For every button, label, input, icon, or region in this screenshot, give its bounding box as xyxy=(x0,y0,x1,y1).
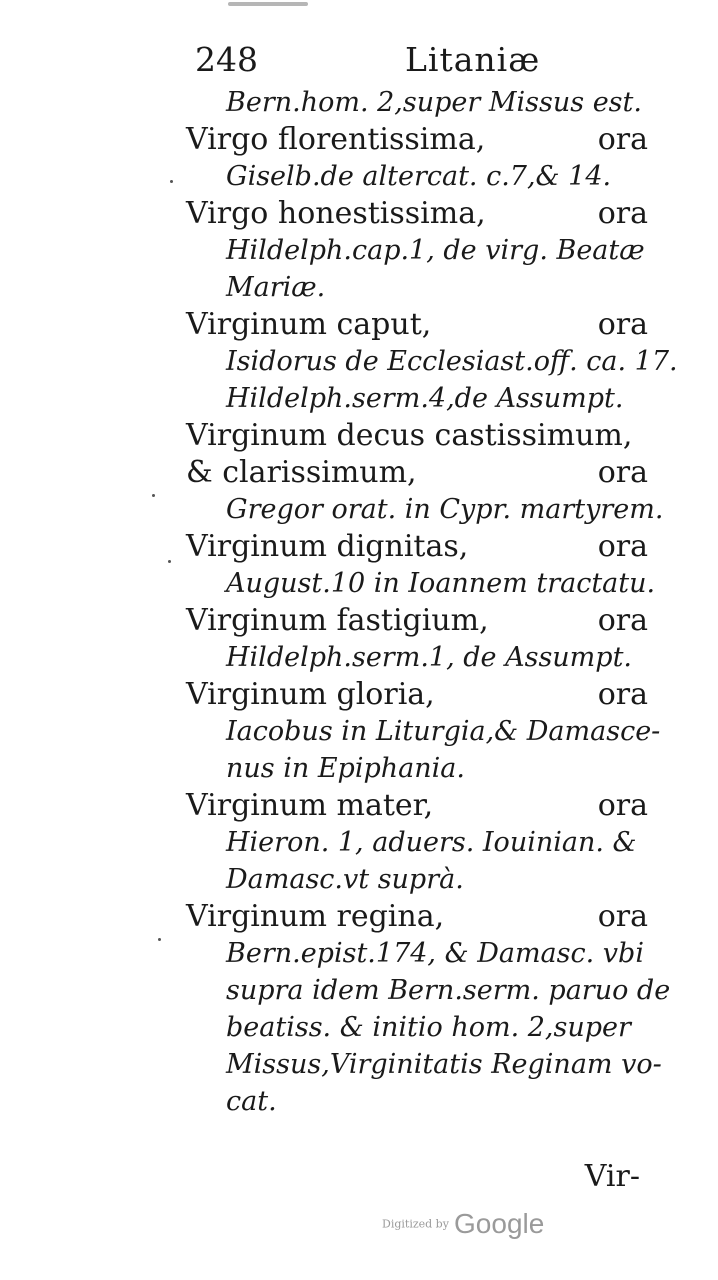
citation-text: Hildelph.serm.1, de Assumpt. xyxy=(226,642,633,673)
ora-response: ora xyxy=(597,899,648,934)
source-citation-line xyxy=(0,639,718,676)
invocation-text: Virginum decus castissimum, xyxy=(186,418,633,453)
source-citation-line xyxy=(0,380,718,417)
invocation-line xyxy=(0,306,718,343)
ora-response: ora xyxy=(597,529,648,564)
ora-response: ora xyxy=(597,677,648,712)
source-citation-line xyxy=(0,491,718,528)
invocation-text: Virginum mater, xyxy=(186,788,434,823)
citation-text: Gregor orat. in Cypr. martyrem. xyxy=(226,494,664,525)
invocation-text: Virginum gloria, xyxy=(186,677,435,712)
citation-text: Hieron. 1, aduers. Iouinian. & xyxy=(226,827,637,858)
invocation-line xyxy=(0,417,718,454)
invocation-text: Virginum regina, xyxy=(186,899,445,934)
running-title: Litaniæ xyxy=(405,40,541,79)
source-citation-line xyxy=(0,935,718,972)
source-citation-line xyxy=(0,343,718,380)
citation-text: Hildelph.serm.4,de Assumpt. xyxy=(226,383,624,414)
source-citation-line xyxy=(0,269,718,306)
citation-text: supra idem Bern.serm. paruo de xyxy=(226,975,671,1006)
ora-response: ora xyxy=(597,196,648,231)
ora-response: ora xyxy=(597,307,648,342)
ink-speck xyxy=(152,494,155,497)
ink-speck xyxy=(170,180,173,183)
invocation-line xyxy=(0,787,718,824)
citation-text: Iacobus in Liturgia,& Damasce- xyxy=(226,716,661,747)
ora-response: ora xyxy=(597,788,648,823)
invocation-text: Virgo florentissima, xyxy=(186,122,486,157)
watermark-prefix: Digitized by xyxy=(382,1217,449,1231)
invocation-line xyxy=(0,898,718,935)
citation-text: Bern.epist.174, & Damasc. vbi xyxy=(226,938,644,969)
invocation-line xyxy=(0,121,718,158)
citation-text: beatiss. & initio hom. 2,super xyxy=(226,1012,631,1043)
invocation-line xyxy=(0,676,718,713)
invocation-text: Virginum caput, xyxy=(186,307,432,342)
citation-text: cat. xyxy=(226,1086,277,1117)
source-citation-line xyxy=(0,861,718,898)
source-citation-line xyxy=(0,1046,718,1083)
source-citation-line xyxy=(0,972,718,1009)
ora-response: ora xyxy=(597,455,648,490)
source-citation-line xyxy=(0,232,718,269)
invocation-line xyxy=(0,195,718,232)
source-citation-line xyxy=(0,750,718,787)
source-citation-line xyxy=(0,824,718,861)
source-citation-line xyxy=(0,1009,718,1046)
digitization-watermark xyxy=(382,1208,544,1248)
citation-text: Hildelph.cap.1, de virg. Beatæ xyxy=(226,235,645,266)
invocation-text: & clarissimum, xyxy=(186,455,417,490)
ink-speck xyxy=(158,938,161,941)
page-header xyxy=(195,40,655,90)
citation-text: Damasc.vt suprà. xyxy=(226,864,464,895)
invocation-text: Virginum fastigium, xyxy=(186,603,489,638)
citation-text: nus in Epiphania. xyxy=(226,753,465,784)
citation-text: August.10 in Ioannem tractatu. xyxy=(226,568,656,599)
source-citation-line xyxy=(0,84,718,121)
source-citation-line xyxy=(0,158,718,195)
citation-text: Mariæ. xyxy=(226,272,326,303)
citation-text: Missus,Virginitatis Reginam vo- xyxy=(226,1049,662,1080)
catchword: Vir- xyxy=(584,1159,640,1194)
citation-text: Isidorus de Ecclesiast.off. ca. 17. xyxy=(226,346,678,377)
source-citation-line xyxy=(0,565,718,602)
source-citation-line xyxy=(0,1083,718,1120)
invocation-line xyxy=(0,602,718,639)
ink-smudge xyxy=(228,2,308,6)
source-citation-line xyxy=(0,713,718,750)
invocation-line xyxy=(0,454,718,491)
litany-text-body xyxy=(0,84,718,1120)
watermark-brand: Google xyxy=(454,1208,545,1239)
ora-response: ora xyxy=(597,603,648,638)
invocation-text: Virgo honestissima, xyxy=(186,196,486,231)
invocation-line xyxy=(0,528,718,565)
invocation-text: Virginum dignitas, xyxy=(186,529,469,564)
ora-response: ora xyxy=(597,122,648,157)
page-number: 248 xyxy=(195,40,258,79)
citation-text: Giselb.de altercat. c.7,& 14. xyxy=(226,161,612,192)
citation-text: Bern.hom. 2,super Missus est. xyxy=(226,87,642,118)
ink-speck xyxy=(168,560,171,563)
